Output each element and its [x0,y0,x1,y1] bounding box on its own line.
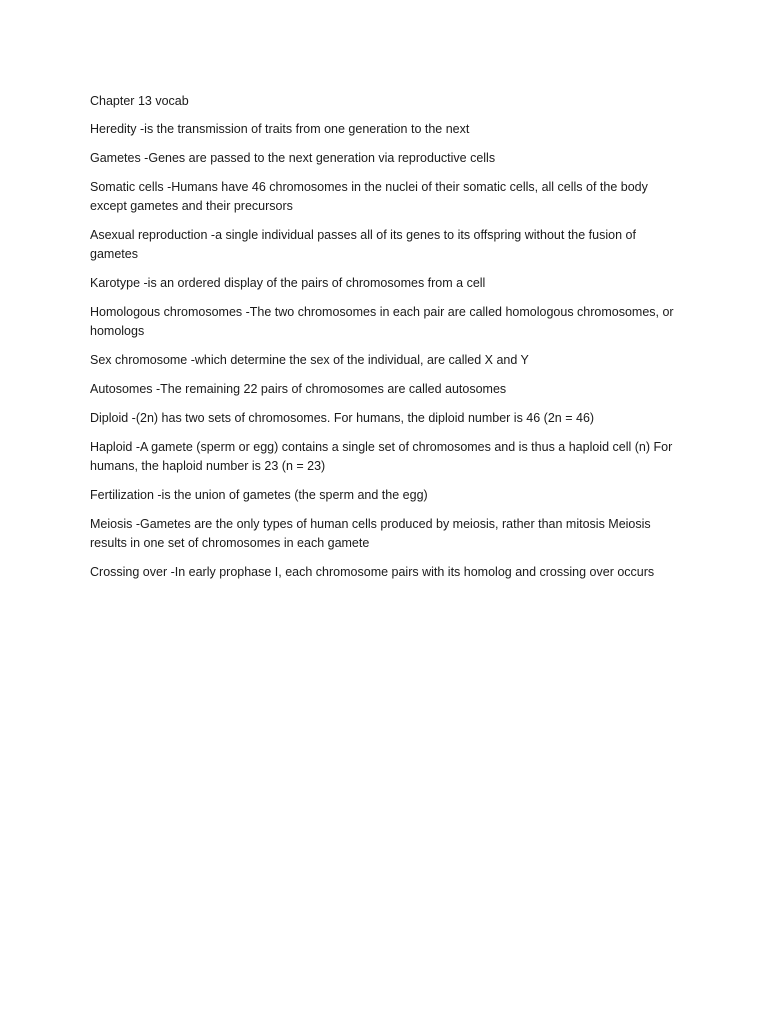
vocab-entry-gametes: Gametes -Genes are passed to the next generation via reproductive cells [90,151,496,165]
vocab-entry-sex-chromosome: Sex chromosome -which determine the sex of the individual, are called X and Y [90,353,529,367]
vocab-entry-fertilization: Fertilization -is the union of gametes (the sperm and the egg) [90,488,428,502]
vocab-entry-homologous-chromosomes: Homologous chromosomes -The two chromosomes in each pair are called homologous chromosomes, or homologs [90,305,674,338]
vocab-entry-heredity: Heredity -is the transmission of traits from one generation to the next [90,122,470,136]
document-title: Chapter 13 vocab [90,94,189,108]
document-body [90,92,682,592]
vocab-entry-karotype: Karotype -is an ordered display of the pairs of chromosomes from a cell [90,276,486,290]
vocab-entry-meiosis: Meiosis -Gametes are the only types of human cells produced by meiosis, rather than mitosis Meiosis results in one set of chromosomes in each gamete [90,517,651,550]
vocab-entry-diploid: Diploid -(2n) has two sets of chromosomes. For humans, the diploid number is 46 (2n = 46) [90,411,595,425]
vocab-entry-haploid: Haploid -A gamete (sperm or egg) contains a single set of chromosomes and is thus a haploid cell (n) For humans, the haploid number is 23 (n = 23) [90,440,673,473]
vocab-entry-somatic-cells: Somatic cells -Humans have 46 chromosomes in the nuclei of their somatic cells, all cells of the body except gametes and their precursors [90,180,648,213]
vocab-entry-crossing-over: Crossing over -In early prophase I, each chromosome pairs with its homolog and crossing over occurs [90,565,655,579]
vocab-entry-asexual-reproduction: Asexual reproduction -a single individual passes all of its genes to its offspring without the fusion of gametes [90,228,636,261]
vocab-entry-autosomes: Autosomes -The remaining 22 pairs of chromosomes are called autosomes [90,382,507,396]
